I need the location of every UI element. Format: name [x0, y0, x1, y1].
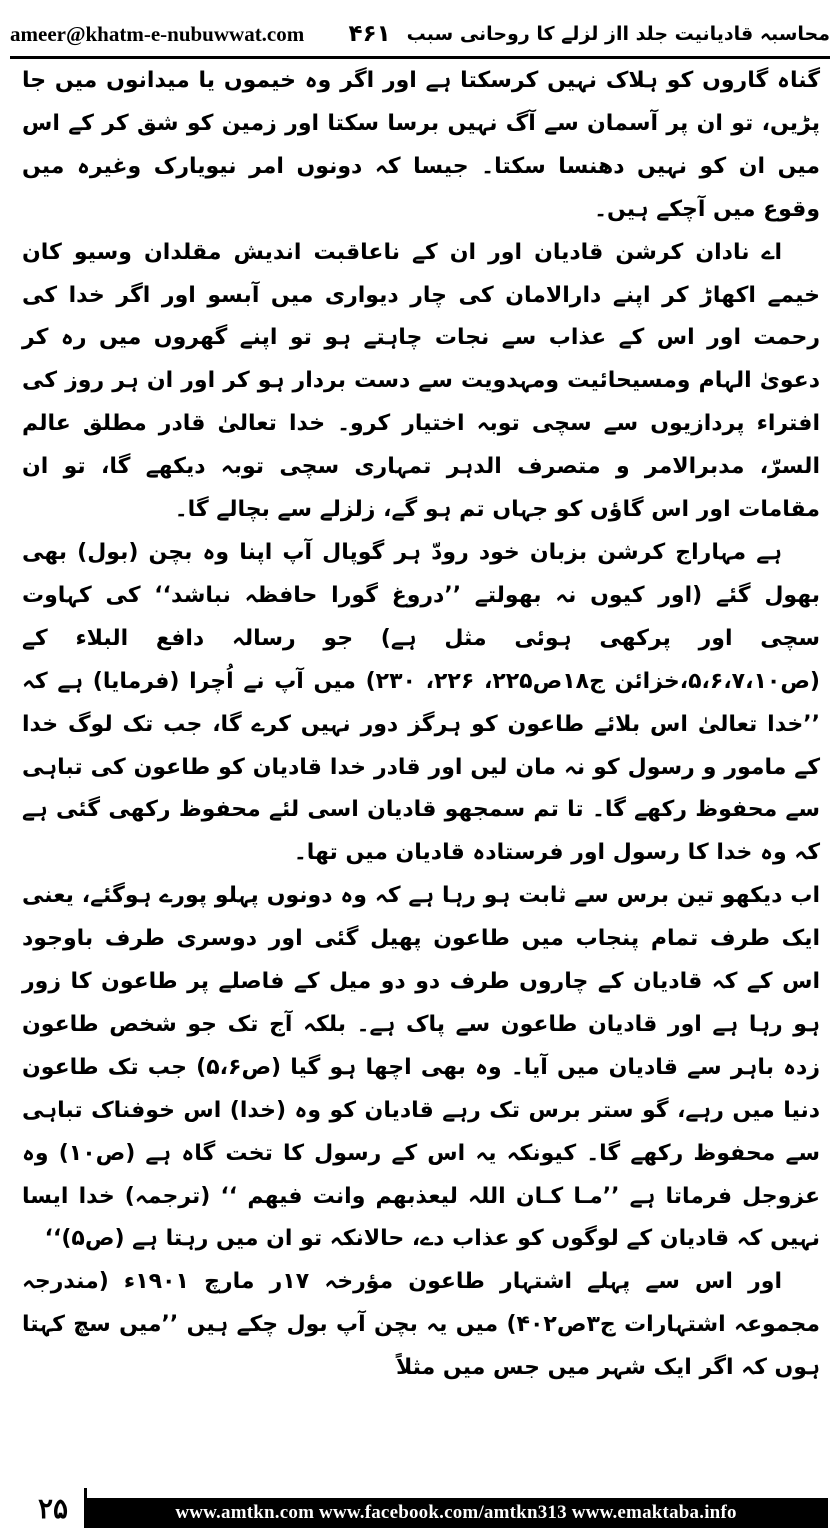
header-rule [10, 56, 830, 59]
paragraph-1: گناہ گاروں کو ہلاک نہیں کرسکتا ہے اور اگر وہ خیموں یا میدانوں میں جا پڑیں، تو ان پر آسمان سے آگ نہیں برسا سکتا اور زمین کو شق کر کے اس میں ان کو نہیں دھنسا سکتا۔ جیسا کہ دونوں امر نیویارک وغیرہ میں وقوع میں آچکے ہیں۔ [22, 68, 820, 222]
footer-links: www.amtkn.com www.facebook.com/amtkn313 www.emaktaba.info [84, 1498, 828, 1528]
page-footer [0, 1484, 840, 1534]
paragraph-3: ہے مہاراج کرشن بزبان خود رودّ ہر گوپال آپ اپنا وہ بچن (بول) بھی بھول گئے (اور کیوں نہ بھولتے ’’دروغ گورا حافظہ نباشد‘‘ کی کہاوت سچی اور پرکھی ہوئی مثل ہے) جو رسالہ دافع البلاء کے (ص۵،۶،۷،۱۰،خزائن ج۱۸ص۲۲۵، ۲۲۶، ۲۳۰) میں آپ نے اُچرا (فرمایا) ہے کہ ’’خدا تعالیٰ اس بلائے طاعون کو ہرگز دور نہیں کرے گا، جب تک لوگ خدا کے مامور و رسول کو نہ مان لیں اور قادر خدا قادیان کو طاعون کی تباہی سے محفوظ رکھے گا۔ تا تم سمجھو قادیان اسی لئے محفوظ رکھی گئی ہے کہ وہ خدا کا رسول اور فرستادہ قادیان میں تھا۔ [22, 539, 820, 866]
header-right [325, 21, 830, 47]
page-header [10, 14, 830, 54]
header-title: محاسبہ قادیانیت جلد ااز لزلے کا روحانی سبب [406, 23, 830, 45]
paragraph-4: اب دیکھو تین برس سے ثابت ہو رہا ہے کہ وہ دونوں پہلو پورے ہوگئے، یعنی ایک طرف تمام پنجاب میں طاعون پھیل گئی اور دوسری طرف باوجود اس کے کہ قادیان کے چاروں طرف دو دو میل کے فاصلے پر طاعون کا زور ہو رہا ہے اور قادیان طاعون سے پاک ہے۔ بلکہ آج تک جو شخص طاعون زدہ باہر سے قادیان میں آیا۔ وہ بھی اچھا ہو گیا (ص۵،۶) جب تک طاعون دنیا میں رہے، گو ستر برس تک رہے قادیان کو وہ (خدا) اس خوفناک تباہی سے محفوظ رکھے گا۔ کیونکہ یہ اس کے رسول کا تخت گاہ ہے (ص۱۰) وہ عزوجل فرماتا ہے ’’مـا کـان اللہ لیعذبھم وانت فیھم ‘‘ (ترجمہ) خدا ایسا نہیں کہ قادیان کے لوگوں کو عذاب دے، حالانکہ تو ان میں رہتا ہے (ص۵)‘‘ [22, 883, 821, 1252]
header-page-label: ۴۶۱ [348, 21, 391, 47]
header-email: ameer@khatm-e-nubuwwat.com [10, 21, 305, 46]
body-text [22, 60, 820, 1390]
footer-page-number: ۲۵ [22, 1488, 87, 1528]
paragraph-5: اور اس سے پہلے اشتہار طاعون مؤرخہ ۱۷ر مارچ ۱۹۰۱ء (مندرجہ مجموعہ اشتہارات ج۳ص۴۰۲) میں یہ بچن آپ بول چکے ہیں ’’میں سچ کہتا ہوں کہ اگر ایک شہر میں جس میں مثلاً [22, 1269, 820, 1381]
paragraph-2: اے نادان کرشن قادیان اور ان کے ناعاقبت اندیش مقلدان وسیو کان خیمے اکھاڑ کر اپنے دارالامان کی چار دیواری میں آبسو اور اگر خدا کی رحمت اور اس کے عذاب سے نجات چاہتے ہو تو اپنے گھروں میں رہ کر دعویٰ الہام ومسیحائیت ومہدویت سے دست بردار ہو کر اور ان ہر روز کی افتراء پردازیوں سے سچی توبہ اختیار کرو۔ خدا تعالیٰ قادر مطلق عالم السرّ، مدبرالامر و متصرف الدہر تمہاری سچی توبہ دیکھے گا، تو ان مقامات اور اس گاؤں کو جہاں تم ہو گے، زلزلے سے بچالے گا۔ [22, 239, 820, 523]
